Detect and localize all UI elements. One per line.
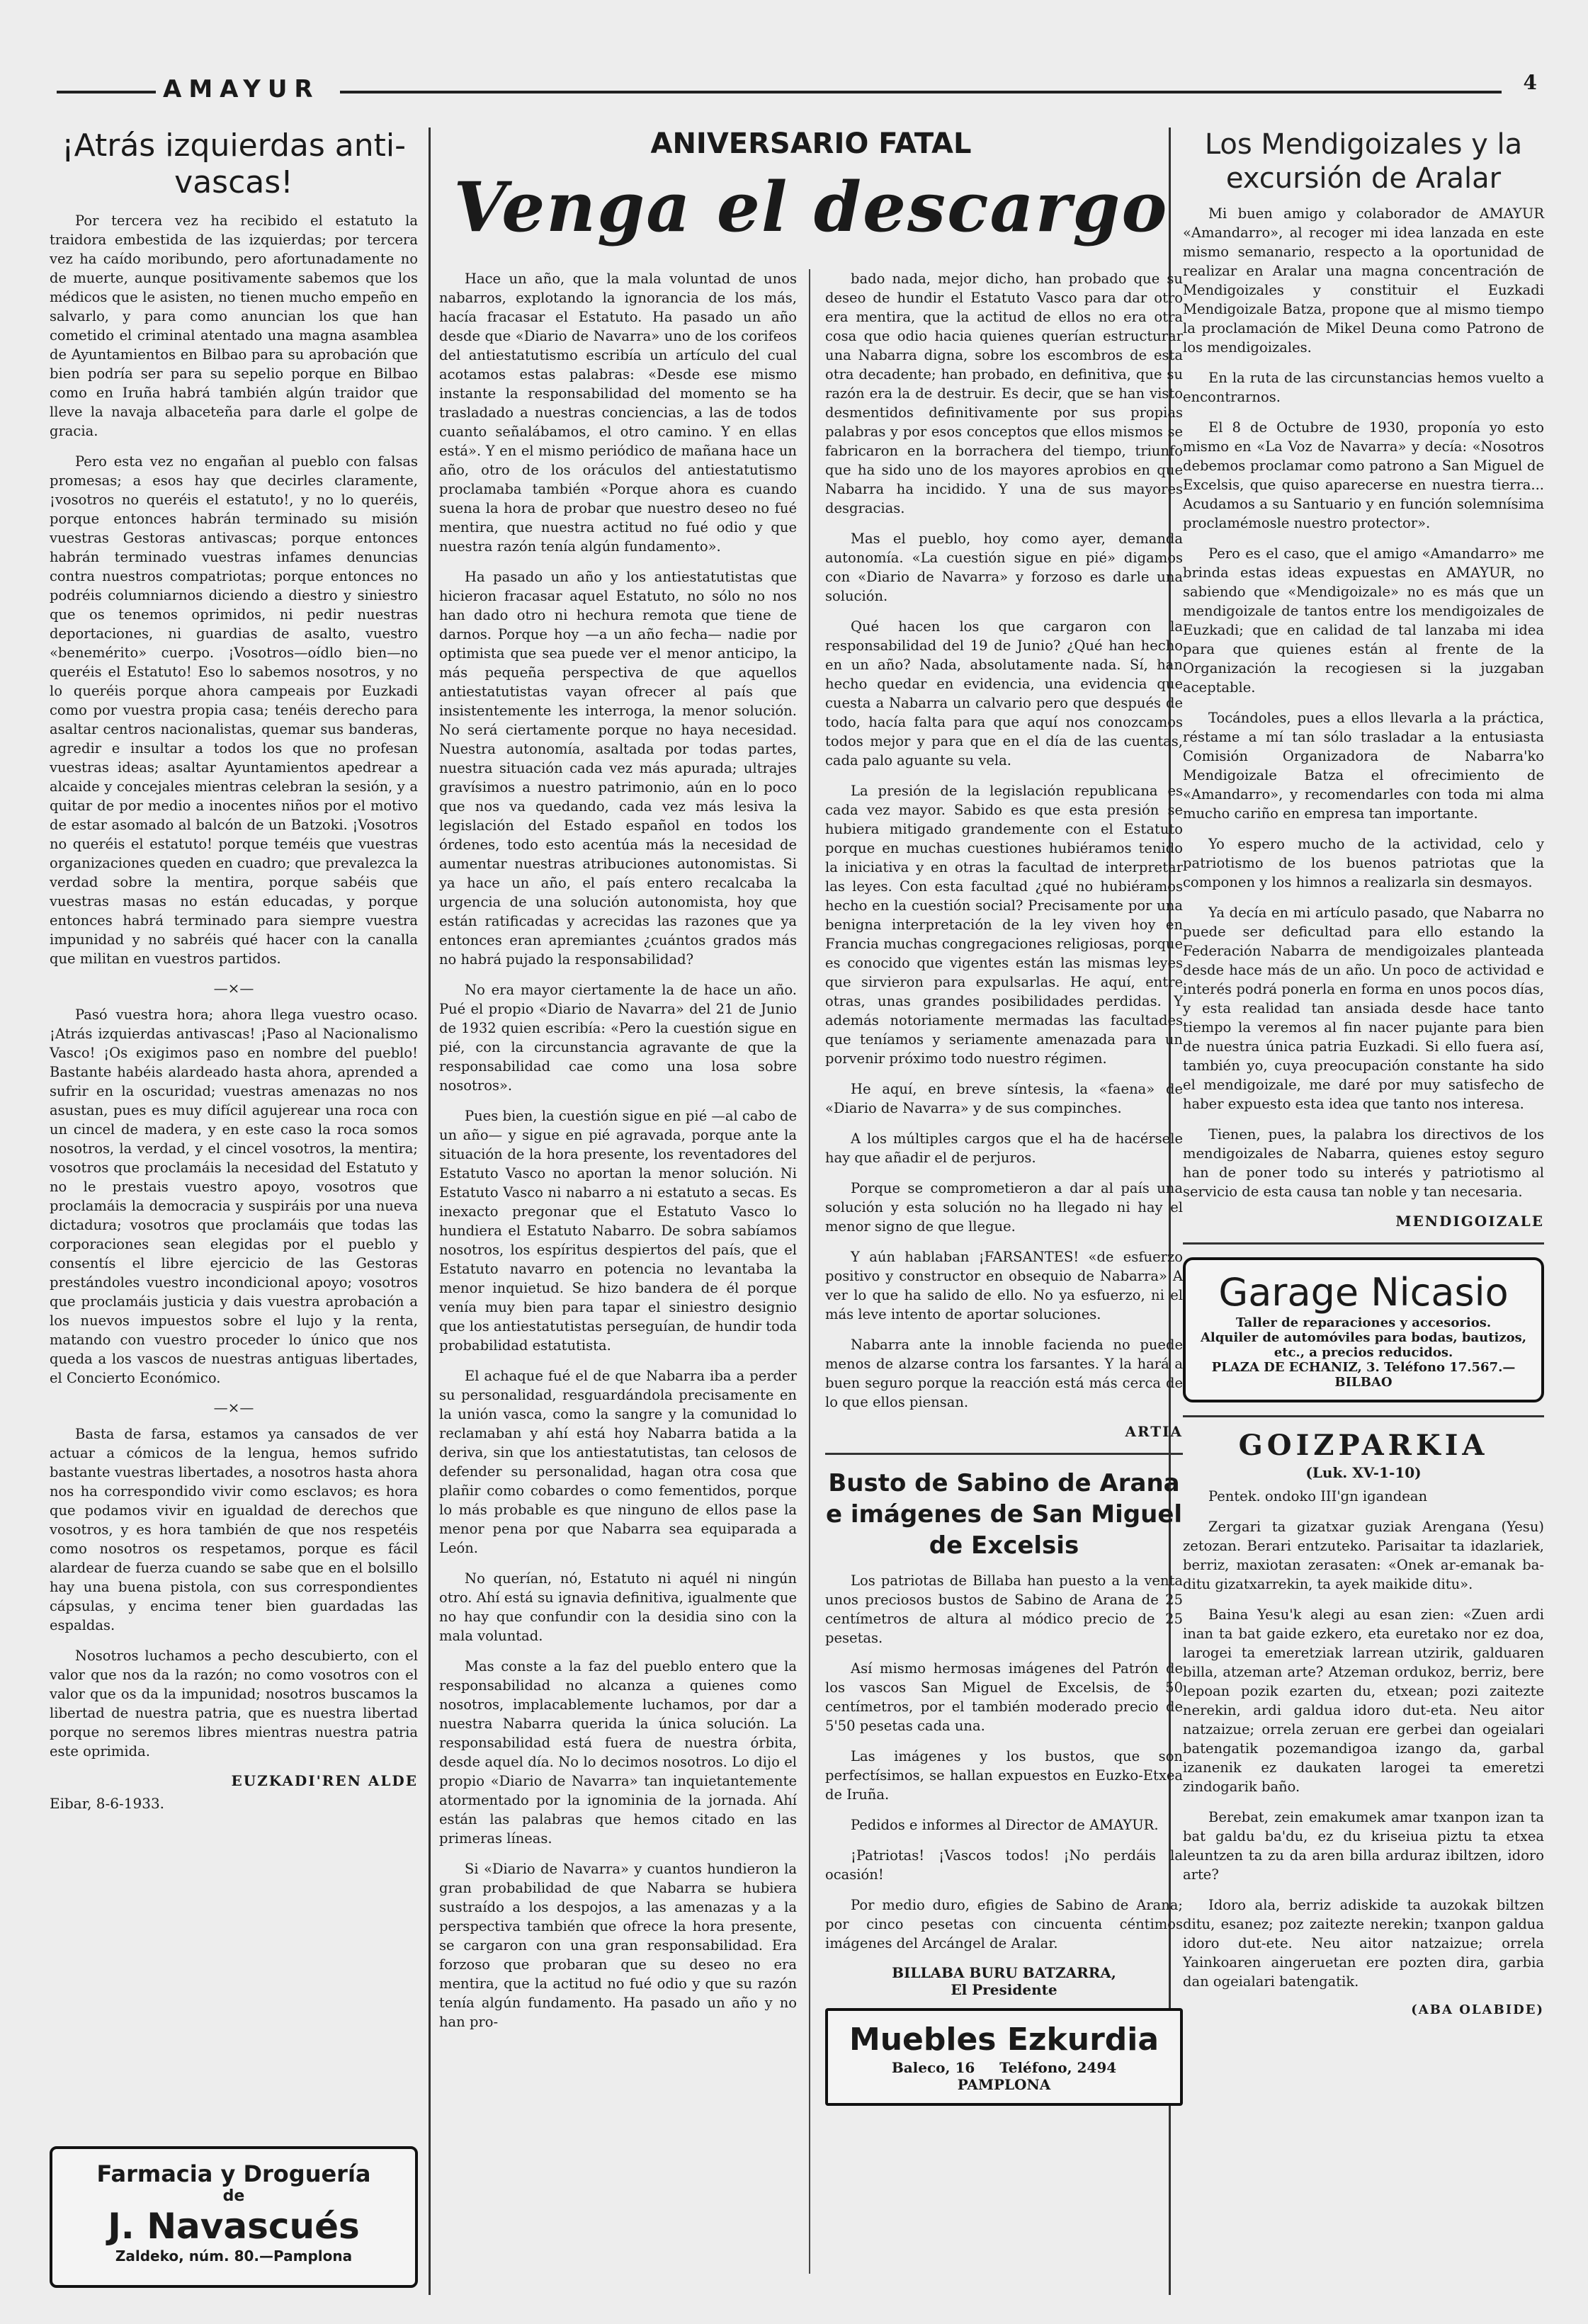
right-paragraph: Pero es el caso, que el amigo «Amandarro» me brinda estas ideas expuestas en AMAYUR, no sabiendo que «Mendigoizale» no es más que un mendigoizale de tantos entre los mendigoizales de Euzkadi; que en calidad de tal lanzaba mi idea para que quienes están al frente de la Organización la recogiesen si la juzgaban aceptable. <box>1183 545 1544 696</box>
right-signature: MENDIGOIZALE <box>1395 1213 1544 1230</box>
page-number: 4 <box>1523 71 1537 94</box>
garage-line-2: Alquiler de automóviles para bodas, bautizos, etc., a precios reducidos. <box>1200 1330 1527 1360</box>
sabino-paragraph: ¡Patriotas! ¡Vascos todos! ¡No perdáis la ocasión! <box>825 1847 1183 1883</box>
center-paragraph: Ha pasado un año y los antiestatutistas que hicieron fracasar aquel Estatuto, no sólo no nos han dado otro ni hechura remota que tiene de darnos. Porque hoy —a un año fecha— nadie por optimista que sea puede ver el menor anticipo, la más pequeña perspectiva de que aquellos antiestatutistas vayan ofrecer al país que insistentemente les interroga, la menor solución. No será ciertamente porque no haya necesidad. Nuestra autonomía, asaltada por todas partes, nuestra situación cada vez más apurada; ultrajes gravísimos a nuestro patrimonio, aún en lo poco que nos va quedando, cada vez más lesiva la legislación del Estado español en todos los órdenes, todo esto acentúa más la necesidad de aumentar nuestras atribuciones autonomistas. Si ya hace un año, el país entero recalcaba la urgencia de una solución autonomista, hoy que están ratificadas y acrecidas las razones que ya entonces eran apremiantes ¿cuántos grados más no habrá pujado la responsabilidad? <box>439 569 797 968</box>
center-paragraph: La presión de la legislación republicana es cada vez mayor. Sabido es que esta presión se hubiera mitigado grandemente con el Estatuto porque en muchas cuestiones hubiéramos tenido la iniciativa y en otras la facultad de interpretar las leyes. Con esta facultad ¿qué no hubiéramos hecho en la cuestión social? Precisamente por una benigna interpretación de la ley viven hoy en Francia muchas congregaciones religiosas, porque es conocido que vigentes están las mismas leyes que sirvieron para expulsarlas. He aquí, entre otras, unas grandes posibilidades perdidas. Y además notoriamente mermadas las facultades que teníamos y seriamente amenazada para un porvenir próximo todo nuestro régimen. <box>825 783 1183 1067</box>
masthead-title: AMAYUR <box>163 75 320 103</box>
center-paragraph: No querían, nó, Estatuto ni aquél ni ningún otro. Ahí está su ignavia definitiva, igualmente que no hay que confundir con la desidia sino con la mala voluntad. <box>439 1570 797 1644</box>
center-subcolumn-b <box>825 269 1183 2106</box>
center-headline: Venga el descargo <box>453 167 1169 247</box>
right-paragraph: Mi buen amigo y colaborador de AMAYUR «Amandarro», al recoger mi idea lanzada en este mismo semanario, respecto a la oportunidad de realizar en Aralar una magna concentración de Mendigoizales y constituir el Euzkadi Mendigoizale Batza, propone que al mismo tiempo la proclamación de Mikel Deuna como Patrono de los mendigoizales. <box>1183 205 1544 356</box>
sabino-signature-1: BILLABA BURU BATZARRA, <box>892 1964 1116 1981</box>
goiz-body <box>1183 1487 1544 1991</box>
right-headline: Los Mendigoizales y la excursión de Aralar <box>1204 128 1523 195</box>
farmacia-ad <box>50 2146 418 2288</box>
sabino-paragraph: Por medio duro, efigies de Sabino de Arana; por cinco pesetas con cincuenta céntimos imágenes del Arcángel de Aralar. <box>825 1897 1183 1951</box>
sabino-signature-2: El Presidente <box>951 1981 1057 1998</box>
left-column <box>50 127 418 2295</box>
goiz-reference: (Luk. XV-1-10) <box>1305 1464 1422 1481</box>
goiz-paragraph: Zergari ta gizatxar guziak Arengana (Yesu) zetozan. Berari entzuteko. Parisaitar ta idazlariek, berriz, maxiotan zerasaten: «Onek ar-emanak ba-ditu gizatxarrekin, ta ayek maikide ditu». <box>1183 1519 1544 1592</box>
left-paragraph: Pero esta vez no engañan al pueblo con falsas promesas; a esos hay que decirles claramente, ¡vosotros no queréis el estatuto!, y no lo queréis, porque entonces habrán terminado su misión vuestras Gestoras antivascas; porque entonces habrán terminado vuestras infames denuncias contra nuestros compatriotas; porque entonces no podréis columniarnos diciendo a diestro y siniestro que os tenemos oprimidos, ni pedir nuestras deportaciones, ni guardias de asalto, vuestro «benemérito» cuerpo. ¡Vosotros—oídlo bien—no queréis el Estatuto! Eso lo sabemos nosotros, y no lo queréis porque ahora campeais por Euzkadi como por vuestra propia casa; tenéis derecho para asaltar centros nacionalistas, quemar sus banderas, agredir e insultar a todos los que no profesan vuestras ideas; asaltar Ayuntamientos apedrear a alcaide y concejales mientras celebran la sesión, y a quitar de por medio a inocentes niños por el motivo de estar asomado al balcón de un Batzoki. ¡Vosotros no queréis el estatuto! porque teméis que vuestras organizaciones queden en cuadro; que prevalezca la verdad sobre la mentira, porque sabéis que vuestras masas no están educadas, y porque entonces habrá terminado para siempre vuestra impunidad y no sabréis qué hacer con la canalla que militan en vuestros partidos. <box>50 453 418 967</box>
goiz-paragraph: Idoro ala, berriz adiskide ta auzokak biltzen ditu, esanez; poz zaitezte nerekin; txanpon galdua idoro dut-ete. Neu aitor natzaizue; orrela Yainkoaren aingeruetan ere pozten dira, garbia dan ogeialari batengatik. <box>1183 1897 1544 1990</box>
muebles-address: Baleco, 16 <box>891 2059 975 2076</box>
center-paragraph: Y aún hablaban ¡FARSANTES! «de esfuerzo positivo y constructor en obsequio de Nabarra» A ver lo que ha salido de ello. No ya esfuerzo, ni el más leve intento de aportar soluciones. <box>825 1249 1183 1322</box>
center-paragraph: Porque se comprometieron a dar al país una solución y esta solución no ha llegado ni hay el menor signo de que llegue. <box>825 1180 1183 1235</box>
center-paragraph: Mas el pueblo, hoy como ayer, demanda autonomía. «La cuestión sigue en pié» digamos con «Diario de Navarra» y forzoso es darle una solución. <box>825 531 1183 604</box>
right-paragraph: En la ruta de las circunstancias hemos vuelto a encontrarnos. <box>1183 370 1544 405</box>
muebles-contact <box>828 2059 1180 2076</box>
center-subcolumn-rule <box>809 269 810 2274</box>
center-paragraph: Nabarra ante la innoble facienda no puede menos de alzarse contra los farsantes. Y la hará a buen seguro porque la reacción está más cerca de lo que ellos piensan. <box>825 1337 1183 1410</box>
center-signature: ARTIA <box>1125 1423 1183 1440</box>
masthead <box>57 71 1544 113</box>
left-paragraph: Por tercera vez ha recibido el estatuto la traidora embestida de las izquierdas; por tercera vez ha caído moribundo, pero afortunadamente no de muerte, aunque positivamente sabemos que los médicos que le asisten, no tienen mucho empeño en salvarlo, y para como anuncian los que han cometido el criminal atentado una magna asamblea de Ayuntamientos en Bilbao para su aprobación que bien podría ser para su sepelio porque en Bilbao como en Iruña habrá también algún traidor que lleve la navaja albaceteña para darle el golpe de gracia. <box>50 212 418 439</box>
column-rule-1 <box>429 127 431 2295</box>
goiz-paragraph: Berebat, zein emakumek amar txanpon izan ta bat galdu ba'du, ez du kriseiua piztu ta etxea leuntzen ta zu da aren billa arduraz ibiltzen, idoro arte? <box>1183 1809 1544 1883</box>
muebles-phone: Teléfono, 2494 <box>999 2059 1117 2076</box>
sabino-paragraph: Los patriotas de Billaba han puesto a la venta unos preciosos bustos de Sabino de Arana de 25 centímetros de altura al módico precio de 25 pesetas. <box>825 1572 1183 1646</box>
farmacia-address: Zaldeko, núm. 80.—Pamplona <box>115 2248 353 2265</box>
center-paragraph: Si «Diario de Navarra» y cuantos hundieron la gran probabilidad de que Nabarra se hubiera sustraído a los despojos, a las amenazas y a la perspectiva también que ofrece la hora presente, se cargaron con una gran responsabilidad. Era forzoso que probaran que su deseo no era mentira, que la actitud no fué odio y que su razón tenía algún fundamento. Ha pasado un año y no han pro- <box>439 1861 797 2030</box>
center-paragraph: Pues bien, la cuestión sigue en pié —al cabo de un año— y sigue en pié agravada, porque ante la situación de la hora presente, los reventadores del Estatuto Vasco no aportan la menor solución. Ni Estatuto Vasco ni nabarro a ni estatuto a secas. Es inexacto pregonar que el Estatuto Vasco lo hundiera el Estatuto Nabarro. De sobra sabíamos nosotros, los espíritus despiertos del país, que el Estatuto navarro en potencia no levantaba la menor inquietud. Se hizo bandera de él porque venía muy bien para tapar el siniestro designio que los antiestatutistas perseguían, de hundir toda probabilidad estatutista. <box>439 1108 797 1354</box>
farmacia-title: Farmacia y Droguería <box>96 2160 371 2187</box>
garage-line-3: PLAZA DE ECHANIZ, 3. Teléfono 17.567.—BILBAO <box>1211 1360 1516 1390</box>
goiz-headline: GOIZPARKIA <box>1238 1429 1489 1462</box>
right-column <box>1183 127 1544 2295</box>
left-dateline: Eibar, 8-6-1933. <box>50 1795 165 1812</box>
left-headline: ¡Atrás izquierdas anti-vascas! <box>62 127 406 200</box>
right-paragraph: Yo espero mucho de la actividad, celo y patriotismo de los buenos patriotas que la componen y los himnos a realizarla sin desmayos. <box>1183 836 1544 890</box>
muebles-ad <box>825 2008 1183 2106</box>
garage-name: Garage Nicasio <box>1218 1270 1509 1315</box>
masthead-rule-right <box>340 91 1502 93</box>
left-paragraph: Basta de farsa, estamos ya cansados de ver actuar a cómicos de la lengua, hemos sufrido bastante vuestras libertades, a nosotros hasta ahora nos ha correspondido vivir como esclavos; es hora que podamos vivir en igualdad de derechos que vosotros, y es hora también de que nos respetéis como nosotros os respetamos, porque es fácil alardear de fuerza cuando se sabe que en el bolsillo hay una buena pistola, con sus correspondientes cápsulas, y encima tener bien guardadas las espaldas. <box>50 1426 418 1633</box>
center-paragraph: bado nada, mejor dicho, han probado que su deseo de hundir el Estatuto Vasco para dar otro era mentira, que la actitud de ellos no era otra cosa que odio hacia quienes querían estructurar una Nabarra digna, sobre los escombros de esta otra decadente; han probado, en definitiva, que su razón era la de destruir. Es decir, que se han visto desmentidos definitivamente por sus propias palabras y por esos conceptos que ellos mismos se fabricaron en la borrachera del tiempo, triunfo que ha sido uno de los mayores aprobios en que Nabarra ha incidido. Y una de sus mayores desgracias. <box>825 271 1183 516</box>
farmacia-prefix: de <box>222 2187 245 2205</box>
left-paragraph: Nosotros luchamos a pecho descubierto, con el valor que nos da la razón; no como vosotros con el valor que os da la impunidad; nosotros buscamos la libertad de nuestra patria, que es nuestra libertad porque no seremos libres mientras nuestra patria este oprimida. <box>50 1648 418 1759</box>
farmacia-name: J. Navascués <box>108 2206 360 2247</box>
sabino-paragraph: Pedidos e informes al Director de AMAYUR. <box>851 1817 1159 1833</box>
center-kicker: ANIVERSARIO FATAL <box>650 127 972 160</box>
center-column <box>439 127 1183 2295</box>
section-rule <box>825 1453 1183 1455</box>
right-paragraph: Tienen, pues, la palabra los directivos de los mendigoizales de Nabarra, quienes estoy seguro han de poner todo su interés y patriotismo al servicio de esta causa tan noble y tan necesaria. <box>1183 1126 1544 1200</box>
center-subcolumn-a <box>439 269 797 2043</box>
center-paragraph: Hace un año, que la mala voluntad de unos nabarros, explotando la ignorancia de los más, hacía fracasar el Estatuto. Ha pasado un año desde que «Diario de Navarra» uno de los corifeos del antiestatutismo escribía un artículo del cual acotamos estas palabras: «Desde ese mismo instante la responsabilidad del momento se ha trasladado a nuestras conciencias, a las de todos cuanto señalábamos, el otro camino. Y en ellas está». Y en el mismo periódico de mañana hace un año, otro de los oráculos del antiestatutismo proclamaba también «Porque ahora es cuando suena la hora de probar que nuestro deseo no fué mentira, que nuestra actitud no fué odio y que nuestra razón tenía algún fundamento». <box>439 271 797 555</box>
left-signature: EUZKADI'REN ALDE <box>231 1772 418 1789</box>
sabino-paragraph: Las imágenes y los bustos, que son perfectísimos, se hallan expuestos en Euzko-Etxea de Iruña. <box>825 1748 1183 1803</box>
center-paragraph: Qué hacen los que cargaron con la responsabilidad del 19 de Junio? ¿Qué han hecho en un año? Nada, absolutamente nada. Sí, han hecho quedar en evidencia, una evidencia que cuesta a Nabarra un calvario pero que después de todo, hacía falta para que aquí nos conozcamos todos mejor y para que en el día de las cuentas, cada palo aguante su vela. <box>825 618 1183 769</box>
muebles-name: Muebles Ezkurdia <box>849 2022 1159 2058</box>
garage-line-1: Taller de reparaciones y accesorios. <box>1235 1315 1492 1330</box>
goiz-paragraph: Pentek. ondoko III'gn igandean <box>1208 1488 1428 1504</box>
section-separator: —×— <box>213 1399 254 1416</box>
section-rule <box>1183 1415 1544 1417</box>
goiz-paragraph: Baina Yesu'k alegi au esan zien: «Zuen ardi inan ta bat gaide ezkero, eta euretako nor ez doa, larogei ta emeretziak larrean utzirik, galduaren billa, atzeman arte? Atzeman ordukoz, berriz, bere lepoan pozik ezarten du, etxean; pozi zaitezte nerekin, ardi galdua idoro dut-eta. Neu aitor natzaizue; orrela zeruan ere gerbei dan ogeialari batengatik pozemandigoa izango da, garbal izanenik ez daukaten larogei ta emeretzi zindogarik baño. <box>1183 1606 1544 1795</box>
center-paragraph: Mas conste a la faz del pueblo entero que la responsabilidad no alcanza a quienes como nosotros, implacablemente luchamos, por dar a nuestra Nabarra querida la única solución. La responsabilidad está fuera de nuestra órbita, desde aquel día. No lo decimos nosotros. Lo dijo el propio «Diario de Navarra» tan inquietantemente atormentado por la ignominia de la jornada. Ahí están las palabras que hemos citado en las primeras líneas. <box>439 1658 797 1847</box>
section-separator: —×— <box>213 980 254 997</box>
center-paragraph: A los múltiples cargos que el ha de hacérsele hay que añadir el de perjuros. <box>825 1130 1183 1166</box>
left-article-body <box>50 211 418 1761</box>
sabino-paragraph: Así mismo hermosas imágenes del Patrón de los vascos San Miguel de Excelsis, de 50 centímetros, por el también moderado precio de 5'50 pesetas cada una. <box>825 1660 1183 1734</box>
center-paragraph: El achaque fué el de que Nabarra iba a perder su personalidad, resguardándola precisamente en la unión vasca, como la sangre y la comunidad lo reclamaban y ahí está hoy Nabarra batida a la deriva, sin que los antiestatutistas, tan celosos de defender su personalidad, hagan otra cosa que plañir como cobardes o como fementidos, porque lo más probable es que ninguno de ellos pase la menor pena por que Nabarra sea equiparada a León. <box>439 1368 797 1556</box>
left-paragraph: Pasó vuestra hora; ahora llega vuestro ocaso. ¡Atrás izquierdas antivascas! ¡Paso al Nacionalismo Vasco! ¡Os exigimos paso en nombre del pueblo! Bastante habéis alardeado hasta ahora, aprended a sufrir en la oscuridad; vuestras amenazas no nos asustan, pues es muy difícil agujerear una roca con un cincel de madera, y en este caso la roca somos nosotros, la verdad, y el cincel vosotros, la mentira; vosotros que proclamáis la necesidad del Estatuto y no le prestais vuestro apoyo, vosotros que proclamáis la democracia y suspiráis por una nueva dictadura; vosotros que proclamáis que todas las corporaciones sean elegidas por el pueblo y consentís el libre ejercicio de las Gestoras prestándoles vuestro incondicional apoyo; vosotros que proclamáis justicia y dais vuestra aprobación a los nuevos impuestos sobre el lujo y la renta, matando con vuestro proceder lo único que nos queda a los vascos de nuestras antiguas libertades, el Concierto Económico. <box>50 1007 418 1386</box>
center-paragraph: No era mayor ciertamente la de hace un año. Pué el propio «Diario de Navarra» del 21 de Junio de 1932 quien escribía: «Pero la cuestión sigue en pié, con la circunstancia agravante de que la responsabilidad cae como una losa sobre nosotros». <box>439 982 797 1094</box>
section-rule <box>1183 1242 1544 1245</box>
goiz-signature: (ABA OLABIDE) <box>1411 2002 1544 2017</box>
muebles-city: PAMPLONA <box>957 2076 1051 2093</box>
garage-ad <box>1183 1257 1544 1402</box>
center-paragraph: He aquí, en breve síntesis, la «faena» de «Diario de Navarra» y de sus compinches. <box>825 1081 1183 1116</box>
right-article-body <box>1183 204 1544 1201</box>
sabino-headline: Busto de Sabino de Arana e imágenes de San Miguel de Excelsis <box>825 1469 1183 1560</box>
right-paragraph: Tocándoles, pues a ellos llevarla a la práctica, réstame a mí tan sólo trasladar a la entusiasta Comisión Organizadora de Nabarra'ko Mendigoizale Batza el ofrecimiento de «Amandarro», y recomendarles con toda mi alma mucho cariño en empresa tan importante. <box>1183 710 1544 822</box>
right-paragraph: Ya decía en mi artículo pasado, que Nabarra no puede ser deficultad para ello estando la Federación Nabarra de mendigoizales planteada desde hace más de un año. Un poco de actividad e interés podrá ponerla en forma en unos pocos días, y esta realidad tan ansiada desde hace tanto tiempo la veremos al fin nacer pujante para bien de nuestra única patria Euzkadi. Si ello fuera así, también yo, cuya preocupación constante ha sido el mendigoizale, me daré por muy satisfecho de haber expuesto esta idea que tanto nos interesa. <box>1183 905 1544 1112</box>
newspaper-page <box>42 71 1544 2295</box>
right-paragraph: El 8 de Octubre de 1930, proponía yo esto mismo en «La Voz de Navarra» y decía: «Nosotros debemos proclamar como patrono a San Miguel de Excelsis, que quiso aparecerse en nuestra tierra... Acudamos a su Santuario y en función solemnísima proclamémosle nuestro protector». <box>1183 419 1544 531</box>
masthead-rule-left <box>57 91 156 93</box>
